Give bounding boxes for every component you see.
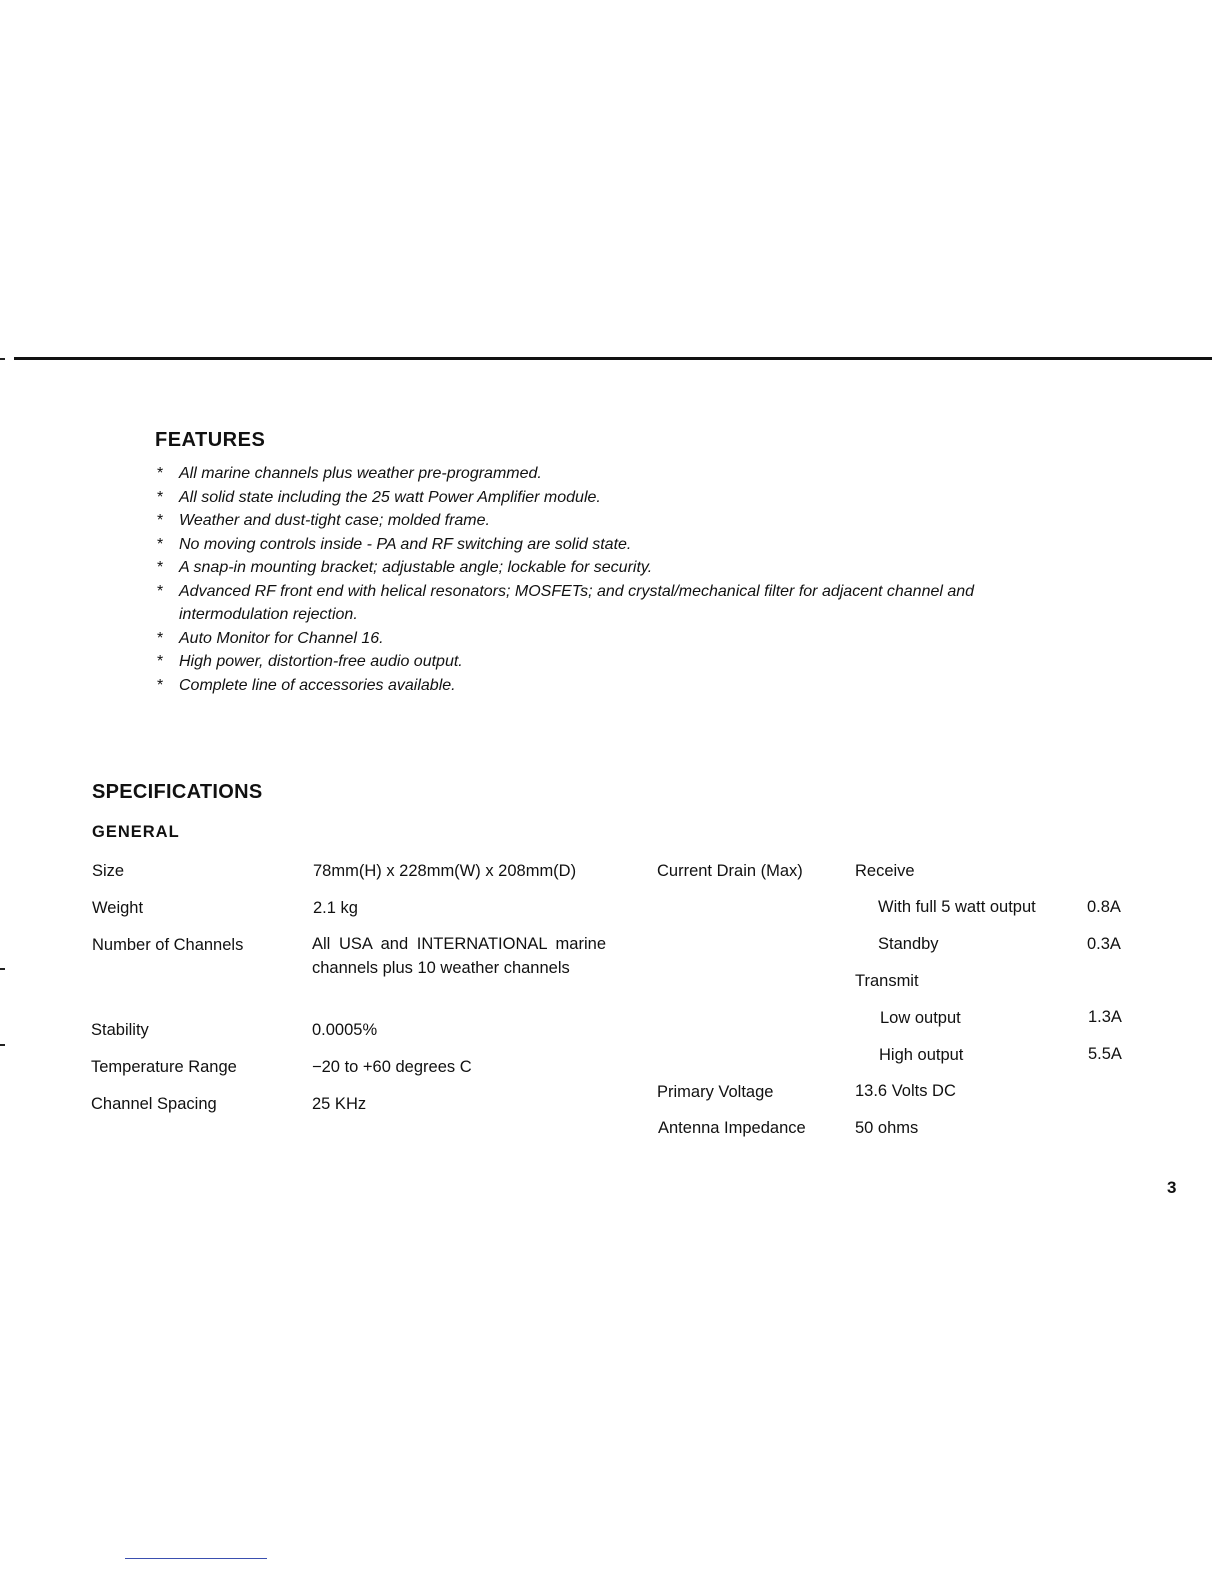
spec-value-high-output: 5.5A	[1088, 1045, 1122, 1063]
spec-value-full-output: 0.8A	[1087, 898, 1121, 916]
page-number: 3	[1167, 1178, 1177, 1197]
spec-label-low-output: Low output	[880, 1009, 961, 1027]
feature-item	[155, 509, 1035, 533]
bullet-marker: *	[157, 512, 164, 529]
spec-label-channels: Number of Channels	[92, 936, 244, 954]
feature-text: All marine channels plus weather pre-programmed.	[179, 465, 542, 482]
bullet-marker: *	[157, 653, 164, 670]
spec-value-weight: 2.1 kg	[313, 899, 358, 917]
bullet-marker: *	[157, 465, 164, 482]
feature-item	[155, 486, 1035, 510]
feature-text: Advanced RF front end with helical resonators; MOSFETs; and crystal/mechanical filter for adjacent channel and intermodulation rejection.	[179, 582, 975, 623]
feature-item	[155, 674, 1035, 698]
spec-value-channel-spacing: 25 KHz	[312, 1095, 367, 1113]
feature-text: No moving controls inside - PA and RF switching are solid state.	[179, 535, 632, 553]
spec-label-transmit: Transmit	[855, 972, 919, 990]
feature-text: A snap-in mounting bracket; adjustable angle; lockable for security.	[179, 559, 653, 576]
bullet-marker: *	[157, 488, 164, 506]
specifications-heading: SPECIFICATIONS	[92, 781, 263, 803]
feature-item	[155, 627, 1035, 651]
spec-value-standby: 0.3A	[1087, 935, 1121, 953]
feature-item	[155, 462, 1035, 486]
spec-label-weight: Weight	[92, 899, 144, 917]
features-list	[155, 462, 1035, 697]
scan-edge-mark	[0, 968, 5, 970]
feature-text: Complete line of accessories available.	[179, 676, 456, 694]
features-heading: FEATURES	[155, 429, 266, 451]
spec-label-primary-voltage: Primary Voltage	[657, 1083, 774, 1101]
feature-text: Weather and dust-tight case; molded frame.	[179, 512, 490, 529]
spec-value-low-output: 1.3A	[1088, 1008, 1122, 1026]
spec-value-temperature: −20 to +60 degrees C	[312, 1058, 472, 1076]
general-subheading: GENERAL	[92, 823, 180, 841]
spec-label-channel-spacing: Channel Spacing	[91, 1095, 217, 1113]
spec-label-high-output: High output	[879, 1046, 964, 1064]
spec-label-temperature: Temperature Range	[91, 1058, 237, 1076]
bullet-marker: *	[157, 559, 164, 576]
spec-label-antenna-impedance: Antenna Impedance	[658, 1119, 806, 1137]
spec-label-stability: Stability	[91, 1021, 149, 1039]
feature-text: High power, distortion-free audio output.	[179, 653, 463, 670]
spec-value-stability: 0.0005%	[312, 1021, 378, 1039]
bottom-rule	[125, 1558, 267, 1559]
scan-edge-mark	[0, 358, 5, 360]
spec-value-size: 78mm(H) x 228mm(W) x 208mm(D)	[313, 862, 577, 880]
bullet-marker: *	[157, 582, 164, 600]
feature-item	[155, 580, 1035, 627]
spec-label-size: Size	[92, 862, 125, 880]
bullet-marker: *	[157, 676, 164, 694]
spec-value-channels: All USA and INTERNATIONAL marine channels plus 10 weather channels	[312, 935, 606, 977]
feature-text: All solid state including the 25 watt Power Amplifier module.	[179, 488, 601, 506]
scan-edge-mark	[0, 1044, 5, 1046]
feature-item	[155, 533, 1035, 557]
spec-label-current-drain: Current Drain (Max)	[657, 862, 803, 880]
feature-item	[155, 650, 1035, 674]
bullet-marker: *	[157, 629, 164, 647]
feature-text: Auto Monitor for Channel 16.	[179, 629, 384, 647]
spec-value-primary-voltage: 13.6 Volts DC	[855, 1082, 956, 1100]
spec-value-antenna-impedance: 50 ohms	[855, 1119, 919, 1137]
spec-label-receive: Receive	[855, 862, 915, 880]
spec-label-full-output: With full 5 watt output	[878, 898, 1036, 916]
top-horizontal-rule	[14, 357, 1212, 360]
spec-label-standby: Standby	[878, 935, 939, 953]
feature-item	[155, 556, 1035, 580]
bullet-marker: *	[157, 535, 164, 553]
